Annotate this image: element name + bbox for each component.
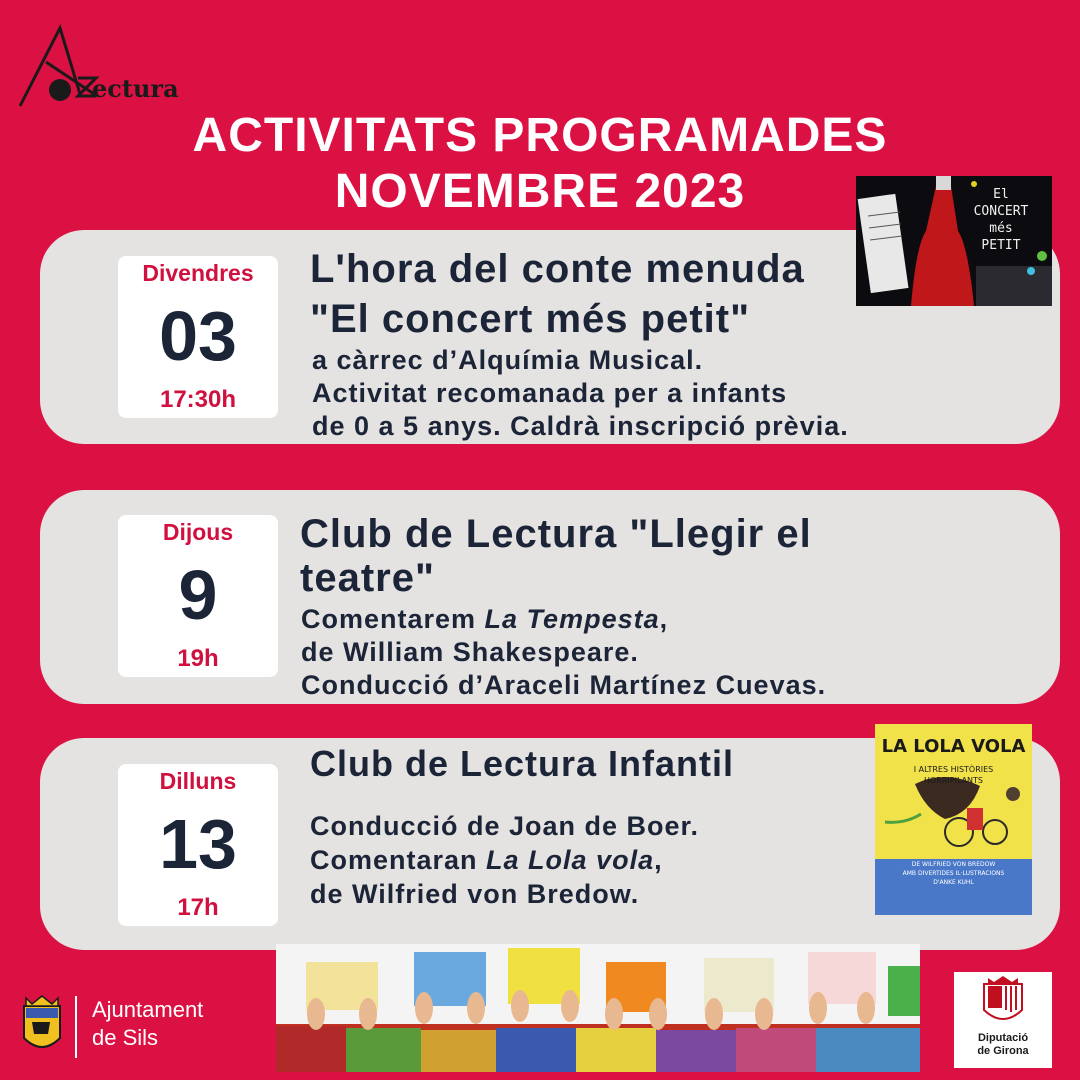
book-cover-credit: D'ANKE KUHL <box>933 879 974 886</box>
event-title: teatre" <box>300 556 435 600</box>
lectura-logo <box>12 18 182 118</box>
description-text: Comentarem <box>301 604 485 634</box>
book-title: La Tempesta <box>484 604 660 634</box>
ajuntament-line: de Sils <box>92 1025 159 1050</box>
event-description: de 0 a 5 anys. Caldrà inscripció prèvia. <box>312 411 849 441</box>
date-box-2 <box>118 515 278 677</box>
event-title: L'hora del conte menuda <box>310 247 805 291</box>
diputacio-logo <box>954 972 1052 1068</box>
day-number: 03 <box>159 297 237 375</box>
event-description: Conducció d’Araceli Martínez Cuevas. <box>301 670 827 700</box>
concert-image-text: El <box>993 187 1009 202</box>
event-time: 17:30h <box>159 386 237 413</box>
girona-shield-icon <box>954 972 1052 1032</box>
event-description: Conducció de Joan de Boer. <box>310 811 700 841</box>
concert-image <box>856 176 1052 306</box>
date-box-1 <box>118 256 278 418</box>
day-number: 9 <box>178 556 218 634</box>
ajuntament-line: Ajuntament <box>92 997 204 1022</box>
book-cover-subtitle: HORRIPILANTS <box>923 776 984 785</box>
description-text: Comentaran <box>310 845 487 875</box>
ajuntament-label <box>92 996 203 1052</box>
event-time: 17h <box>177 894 219 921</box>
book-title: La Lola vola <box>486 845 655 875</box>
concert-image-text: CONCERT <box>973 204 1029 219</box>
diputacio-line: Diputació <box>977 1032 1029 1044</box>
concert-image-text: PETIT <box>981 238 1021 253</box>
diputacio-line: de Girona <box>977 1045 1029 1057</box>
book-cover-title: LA LOLA VOLA <box>881 736 1026 757</box>
book-cover-author: DE WILFRIED VON BREDOW <box>911 861 996 868</box>
event-title: Club de Lectura Infantil <box>310 743 735 784</box>
book-cover-credit: AMB DIVERTIDES IL·LUSTRACIONS <box>902 870 1005 877</box>
event-time: 19h <box>177 645 219 672</box>
description-text: , <box>654 845 663 875</box>
day-name: Divendres <box>142 260 254 286</box>
event-description: Activitat recomanada per a infants <box>312 378 788 408</box>
page-subtitle: NOVEMBRE 2023 <box>334 165 746 218</box>
page-title: ACTIVITATS PROGRAMADES <box>192 109 888 162</box>
event-title: Club de Lectura "Llegir el <box>300 512 812 556</box>
description-text: , <box>659 604 669 634</box>
kids-reading-image <box>276 944 920 1072</box>
event-description: de Wilfried von Bredow. <box>310 879 640 909</box>
event-description <box>310 844 663 876</box>
date-box-3 <box>118 764 278 926</box>
event-description <box>301 603 668 635</box>
day-number: 13 <box>159 805 237 883</box>
book-cover-subtitle: I ALTRES HISTÒRIES <box>913 765 994 774</box>
day-name: Dilluns <box>159 768 237 794</box>
event-description: a càrrec d’Alquímia Musical. <box>312 345 704 375</box>
event-description: de William Shakespeare. <box>301 637 639 667</box>
event-title: "El concert més petit" <box>310 297 751 341</box>
concert-image-text: més <box>989 221 1013 236</box>
logo-text: ectura <box>92 74 179 103</box>
day-name: Dijous <box>162 519 234 545</box>
book-cover-image <box>875 724 1032 915</box>
